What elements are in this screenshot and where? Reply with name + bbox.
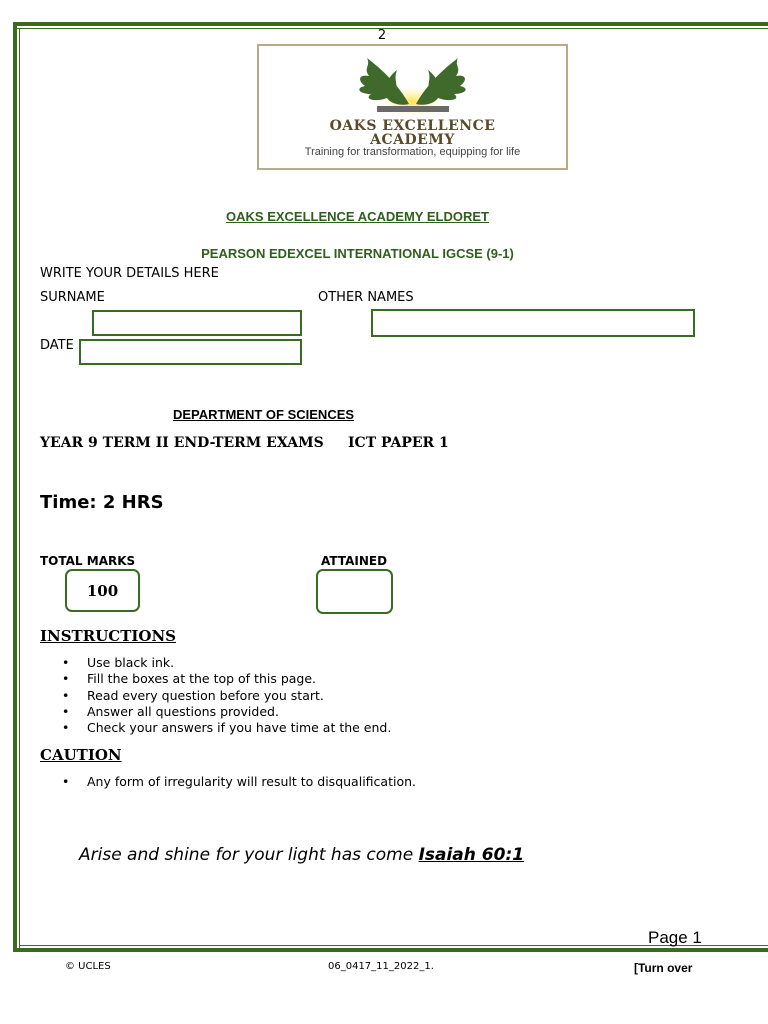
instructions-heading: INSTRUCTIONS bbox=[40, 627, 176, 645]
total-marks-value: 100 bbox=[86, 581, 119, 600]
school-title: OAKS EXCELLENCE ACADEMY ELDORET bbox=[226, 209, 489, 224]
details-heading: WRITE YOUR DETAILS HERE bbox=[40, 266, 219, 281]
list-item: • Check your answers if you have time at the end. bbox=[40, 720, 640, 736]
surname-field[interactable] bbox=[92, 310, 302, 336]
frame-border-bottom bbox=[13, 948, 768, 952]
bible-verse bbox=[79, 845, 524, 865]
date-label: DATE bbox=[40, 338, 74, 353]
other-names-label: OTHER NAMES bbox=[318, 290, 414, 305]
other-names-field[interactable] bbox=[371, 309, 695, 337]
attained-box[interactable] bbox=[316, 569, 393, 614]
list-item: • Answer all questions provided. bbox=[40, 704, 640, 720]
logo-name-line1: OAKS EXCELLENCE bbox=[329, 118, 496, 134]
school-logo bbox=[257, 44, 568, 170]
logo-name-line2: ACADEMY bbox=[370, 132, 455, 148]
list-item: • Any form of irregularity will result to disqualification. bbox=[40, 774, 640, 790]
list-item: • Read every question before you start. bbox=[40, 688, 640, 704]
logo-tagline: Training for transformation, equipping for life bbox=[304, 146, 521, 158]
exam-board: PEARSON EDEXCEL INTERNATIONAL IGCSE (9-1) bbox=[201, 246, 514, 261]
caution-heading: CAUTION bbox=[40, 746, 122, 764]
department-heading: DEPARTMENT OF SCIENCES bbox=[173, 407, 355, 422]
frame-border-left-inner bbox=[19, 28, 20, 948]
verse-reference: Isaiah 60:1 bbox=[418, 845, 525, 865]
instructions-list bbox=[40, 655, 640, 736]
frame-border-left bbox=[13, 22, 17, 952]
total-marks-box bbox=[65, 569, 140, 612]
surname-label: SURNAME bbox=[40, 290, 105, 305]
page-number: 2 bbox=[377, 28, 387, 43]
exam-title: YEAR 9 TERM II END-TERM EXAMS bbox=[40, 435, 324, 451]
exam-time: Time: 2 HRS bbox=[40, 492, 164, 513]
date-field[interactable] bbox=[79, 339, 302, 365]
oak-leaves-icon bbox=[259, 46, 566, 116]
page-label: Page 1 bbox=[648, 928, 702, 947]
footer-code: 06_0417_11_2022_1. bbox=[328, 961, 434, 972]
verse-text: Arise and shine for your light has come bbox=[79, 845, 419, 865]
paper-title: ICT PAPER 1 bbox=[348, 435, 449, 451]
attained-label: ATTAINED bbox=[321, 554, 388, 568]
total-marks-label: TOTAL MARKS bbox=[40, 554, 136, 568]
frame-border-top bbox=[13, 22, 768, 26]
caution-list bbox=[40, 774, 640, 790]
footer-copyright: © UCLES bbox=[65, 961, 111, 972]
turn-over-label: [Turn over bbox=[634, 961, 693, 975]
list-item: • Use black ink. bbox=[40, 655, 640, 671]
list-item: • Fill the boxes at the top of this page. bbox=[40, 671, 640, 687]
